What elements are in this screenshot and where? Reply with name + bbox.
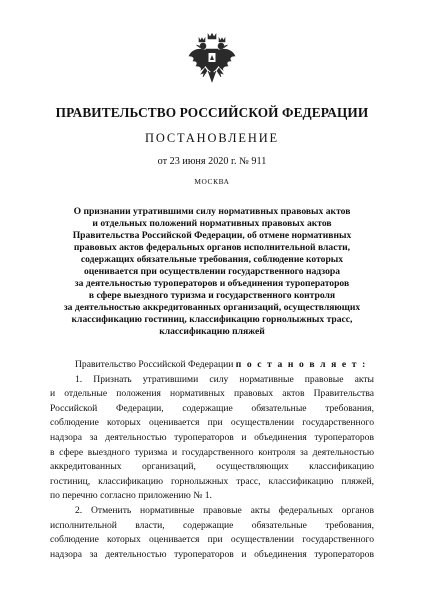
paragraph-2-line: 2. Отменить нормативные правовые акты федеральных органов [75,504,374,516]
paragraph-2-line: исполнительной власти, содержащие обязательные требования, [50,519,374,531]
paragraph-2-line: надзора за деятельностью туроператоров и объединения туроператоров [50,548,374,560]
government-title: ПРАВИТЕЛЬСТВО РОССИЙСКОЙ ФЕДЕРАЦИИ [55,105,369,120]
document-type: ПОСТАНОВЛЕНИЕ [144,131,280,145]
paragraph-1-line: аккредитованных организаций, осуществляющих классификацию [50,461,374,473]
document-date-number: от 23 июня 2020 г. № 911 [157,156,267,167]
paragraph-1-line: 1. Признать утратившими силу нормативные правовые акты [75,373,374,385]
subject-line: содержащих обязательные требования, соблюдение которых [80,254,344,265]
decree-word: п о с т а н о в л я е т : [235,359,367,370]
subject-line: оценивается при осуществлении государственного надзора [83,266,340,277]
subject-line: и отдельных положений нормативных правовых актов [92,218,332,229]
paragraph-1-line: надзора за деятельностью туроператоров и объединения туроператоров [50,431,374,443]
coat-of-arms-eagle-icon [188,32,236,84]
preamble: Правительство Российской Федерации [75,359,234,370]
paragraph-1-line: соблюдение которых оценивается при осуществлении государственного [50,417,374,429]
paragraph-1-line: и отдельные положения нормативных правовых актов Правительства [50,388,374,400]
subject-line: Правительства Российской Федерации, об отмене нормативных [72,230,352,241]
subject-line: за деятельностью аккредитованных организаций, осуществляющих [63,302,361,313]
paragraph-1-line: по перечню согласно приложению № 1. [50,490,212,502]
preamble-line [50,358,374,373]
document-city: МОСКВА [194,177,230,186]
subject-line: классификацию гостиниц, классификацию горнолыжных трасс, [71,314,353,325]
paragraph-1-line: Российской Федерации, содержащие обязательные требования, [50,402,374,414]
paragraph-2-line: соблюдение которых оценивается при осуществлении государственного [50,534,374,546]
paragraph-1-line: гостиниц, классификацию горнолыжных трасс, классификацию пляжей, [50,475,374,487]
paragraph-1-line: в сфере выездного туризма и государственного контроля за деятельностью [50,446,374,458]
subject-line: правовых актов федеральных органов исполнительной власти, [73,242,351,253]
document-body [50,358,374,562]
document-subject [50,206,374,338]
subject-line: за деятельностью туроператоров и объединения туроператоров [74,278,350,289]
subject-line: в сфере выездного туризма и государственного контроля [88,290,336,301]
subject-line: О признании утратившими силу нормативных правовых актов [73,206,351,217]
subject-line: классификацию пляжей [159,326,265,337]
